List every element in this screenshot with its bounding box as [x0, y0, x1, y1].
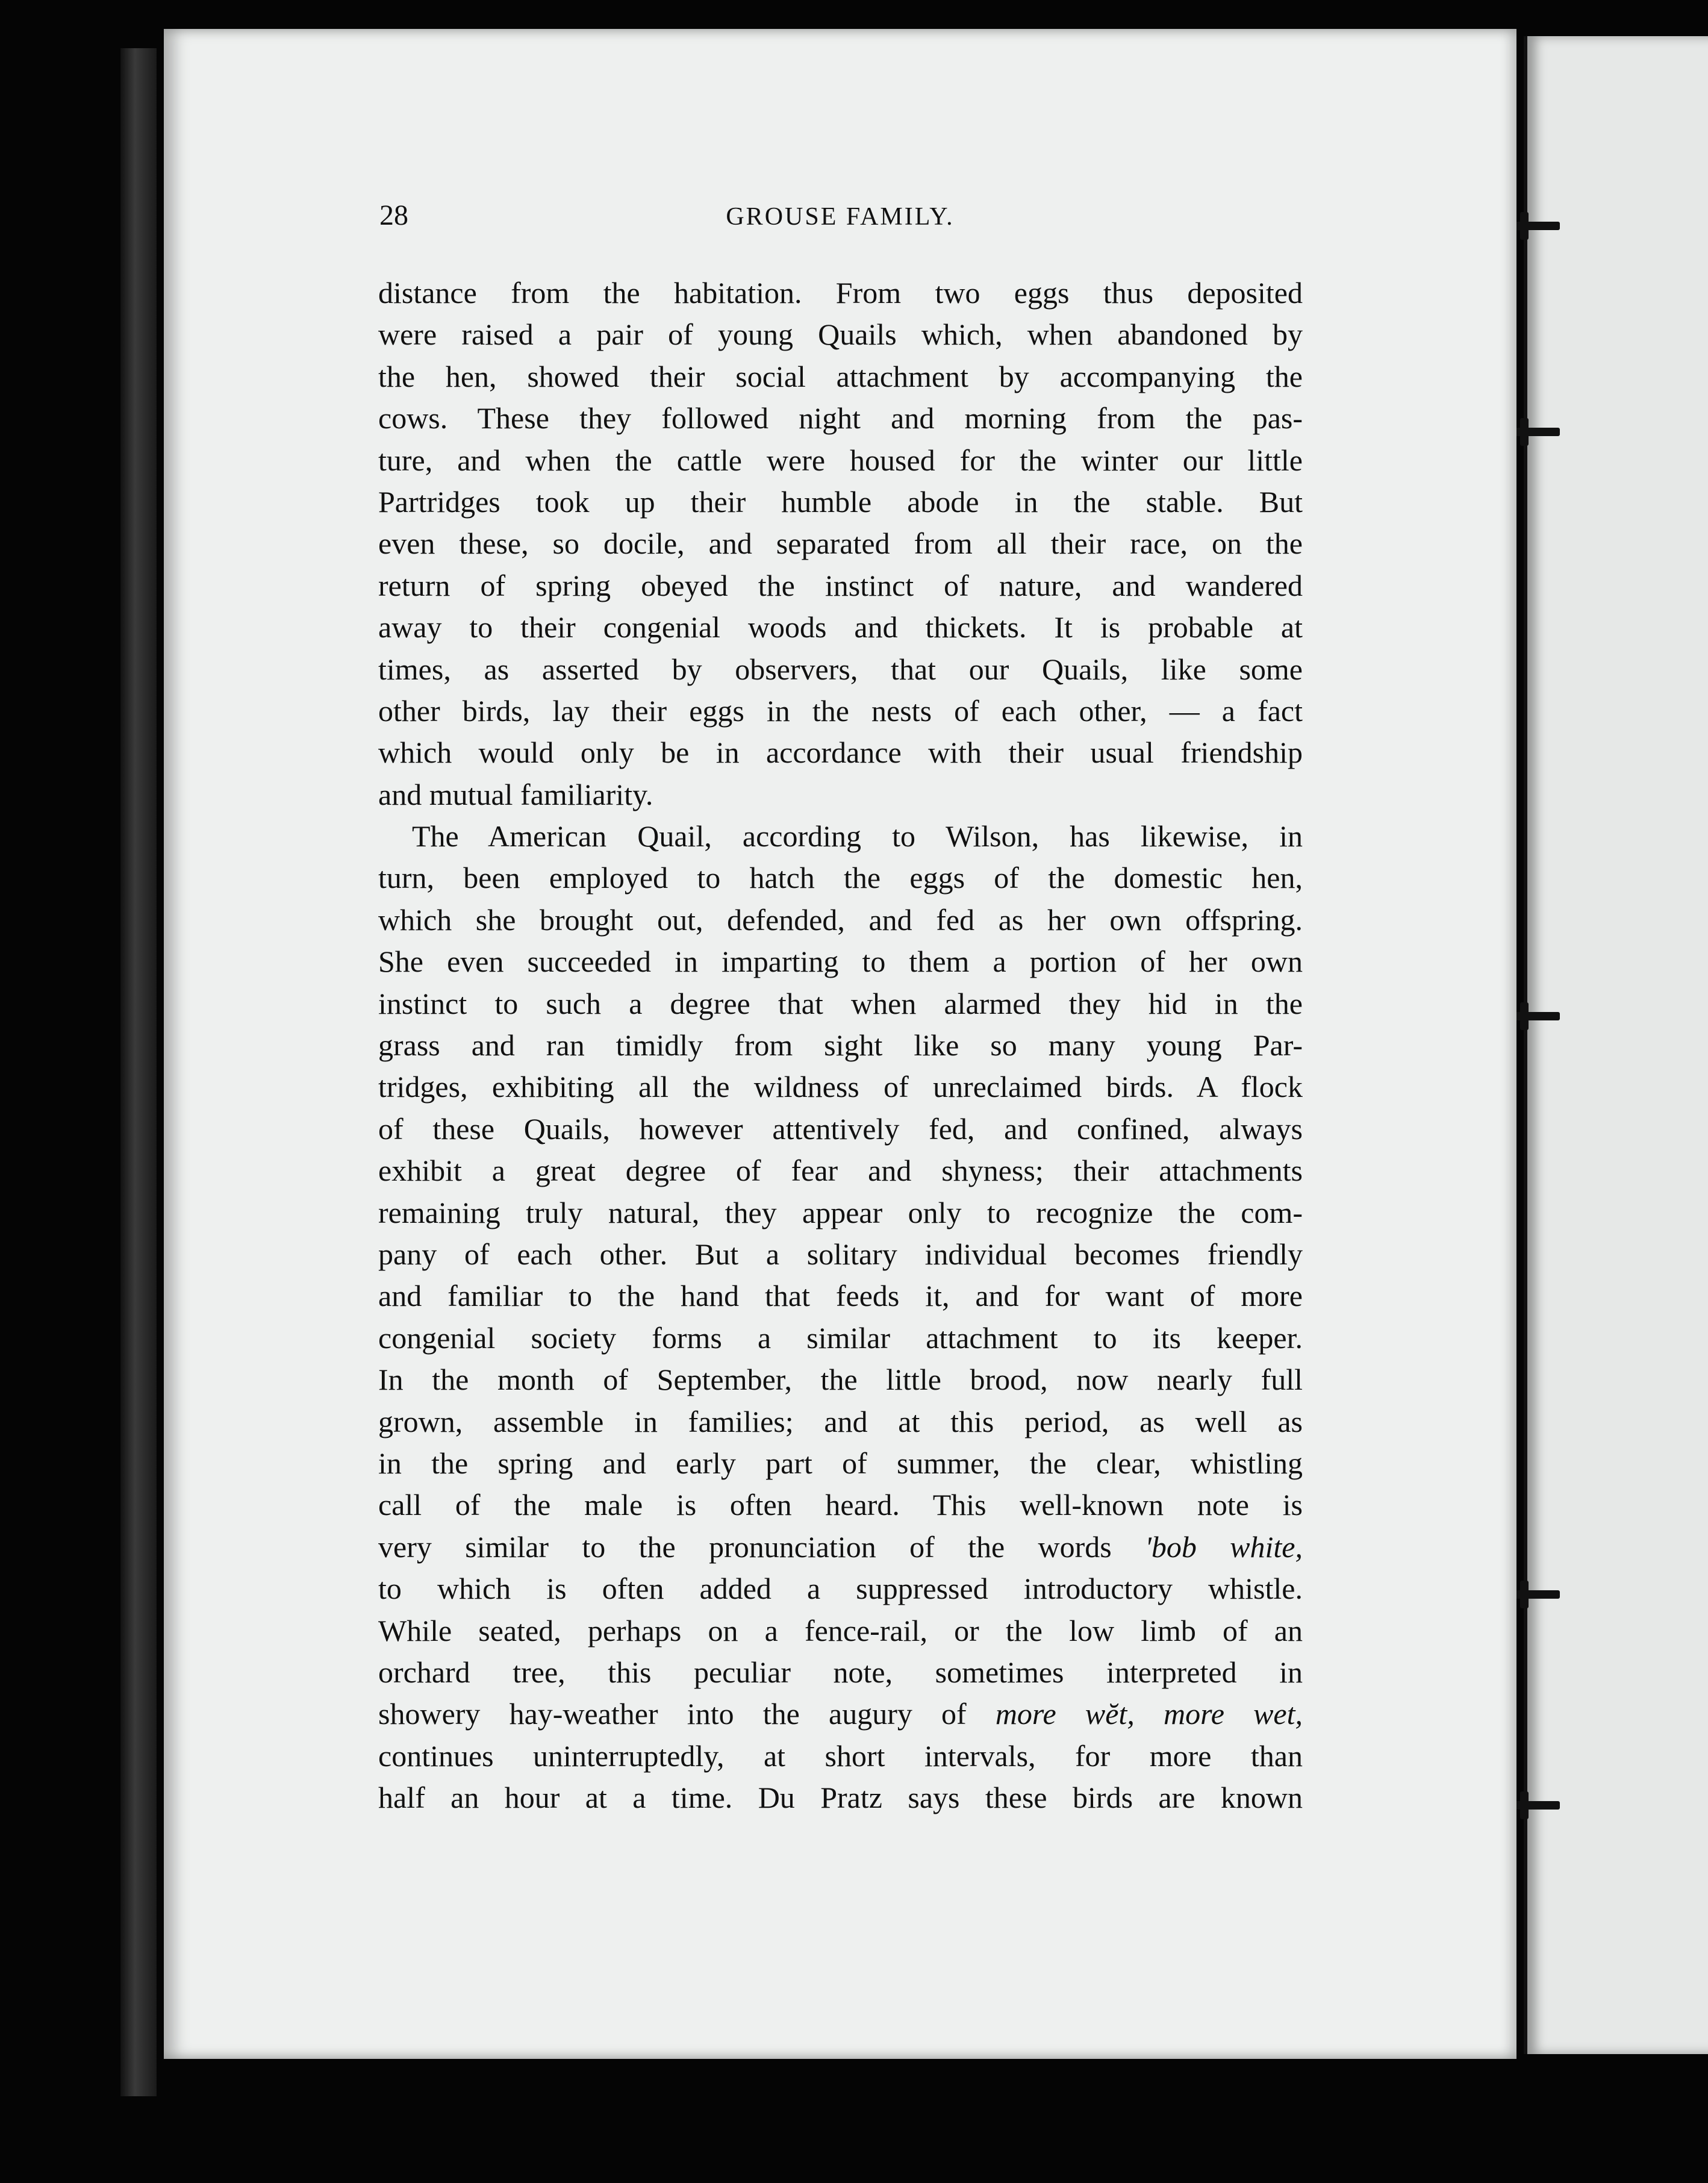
text-line: distance from the habitation. From two eggs thus deposited: [378, 276, 1303, 310]
text-line: half an hour at a time. Du Pratz says these birds are known: [378, 1781, 1303, 1815]
line-text: very similar to the pronunciation of the words: [378, 1529, 1112, 1564]
text-line: She even succeeded in imparting to them a portion of her own: [378, 945, 1303, 979]
text-line: grass and ran timidly from sight like so many young Par-: [378, 1028, 1303, 1063]
text-line: instinct to such a degree that when alarmed they hid in the: [378, 986, 1303, 1020]
text-line: grown, assemble in families; and at this period, as well as: [378, 1404, 1303, 1438]
text-line: remaining truly natural, they appear only to recognize the com-: [378, 1195, 1303, 1229]
italic-phrase-more-wet: more wet,: [1164, 1697, 1303, 1731]
page-number: 28: [379, 199, 408, 231]
text-line: exhibit a great degree of fear and shyness; their attachments: [378, 1154, 1303, 1188]
text-line: cows. These they followed night and morning from the pas-: [378, 401, 1303, 436]
running-head: GROUSE FAMILY.: [726, 203, 955, 231]
text-line: times, as asserted by observers, that our Quails, like some: [378, 652, 1303, 686]
text-line: [378, 1526, 1303, 1568]
text-line: While seated, perhaps on a fence-rail, or the low limb of an: [378, 1613, 1303, 1647]
text-line: and familiar to the hand that feeds it, and for want of more: [378, 1279, 1303, 1313]
text-line: ture, and when the cattle were housed for the winter our little: [378, 443, 1303, 477]
text-line: were raised a pair of young Quails which, when abandoned by: [378, 317, 1303, 352]
text-line: In the month of September, the little brood, now nearly full: [378, 1363, 1303, 1397]
text-line: tridges, exhibiting all the wildness of unreclaimed birds. A flock: [378, 1070, 1303, 1104]
text-line: even these, so docile, and separated from all their race, on the: [378, 526, 1303, 561]
text-line: turn, been employed to hatch the eggs of the domestic hen,: [378, 861, 1303, 895]
text-line: which she brought out, defended, and fed as her own offspring.: [378, 902, 1303, 937]
page-header: [379, 199, 1301, 235]
text-line: and mutual familiarity.: [378, 777, 653, 811]
text-line: Partridges took up their humble abode in the stable. But: [378, 484, 1303, 519]
body-text: [378, 272, 1303, 1819]
text-line: call of the male is often heard. This well-known note is: [378, 1488, 1303, 1522]
text-line: pany of each other. But a solitary individual becomes friendly: [378, 1237, 1303, 1271]
text-line: orchard tree, this peculiar note, sometimes interpreted in: [378, 1655, 1303, 1689]
italic-phrase-more-wet: more wĕt,: [995, 1697, 1135, 1731]
facing-page-edge: [1524, 36, 1708, 2054]
text-line: other birds, lay their eggs in the nests of each other, — a fact: [378, 693, 1303, 728]
text-line: congenial society forms a similar attachment to its keeper.: [378, 1320, 1303, 1355]
italic-phrase-bob-white: 'bob white,: [1145, 1529, 1303, 1564]
text-line: which would only be in accordance with their usual friendship: [378, 735, 1303, 770]
text-line: in the spring and early part of summer, the clear, whistling: [378, 1446, 1303, 1480]
text-line: to which is often added a suppressed introductory whistle.: [378, 1572, 1303, 1606]
text-line: of these Quails, however attentively fed, and confined, always: [378, 1111, 1303, 1146]
text-line: The American Quail, according to Wilson, has likewise, in: [412, 819, 1303, 854]
text-line: [378, 1693, 1303, 1735]
line-text: showery hay-weather into the augury of: [378, 1697, 967, 1731]
text-line: continues uninterruptedly, at short intervals, for more than: [378, 1738, 1303, 1773]
book-spine: [120, 48, 157, 2096]
text-line: away to their congenial woods and thickets. It is probable at: [378, 610, 1303, 645]
text-line: return of spring obeyed the instinct of nature, and wandered: [378, 568, 1303, 602]
text-line: the hen, showed their social attachment by accompanying the: [378, 359, 1303, 393]
